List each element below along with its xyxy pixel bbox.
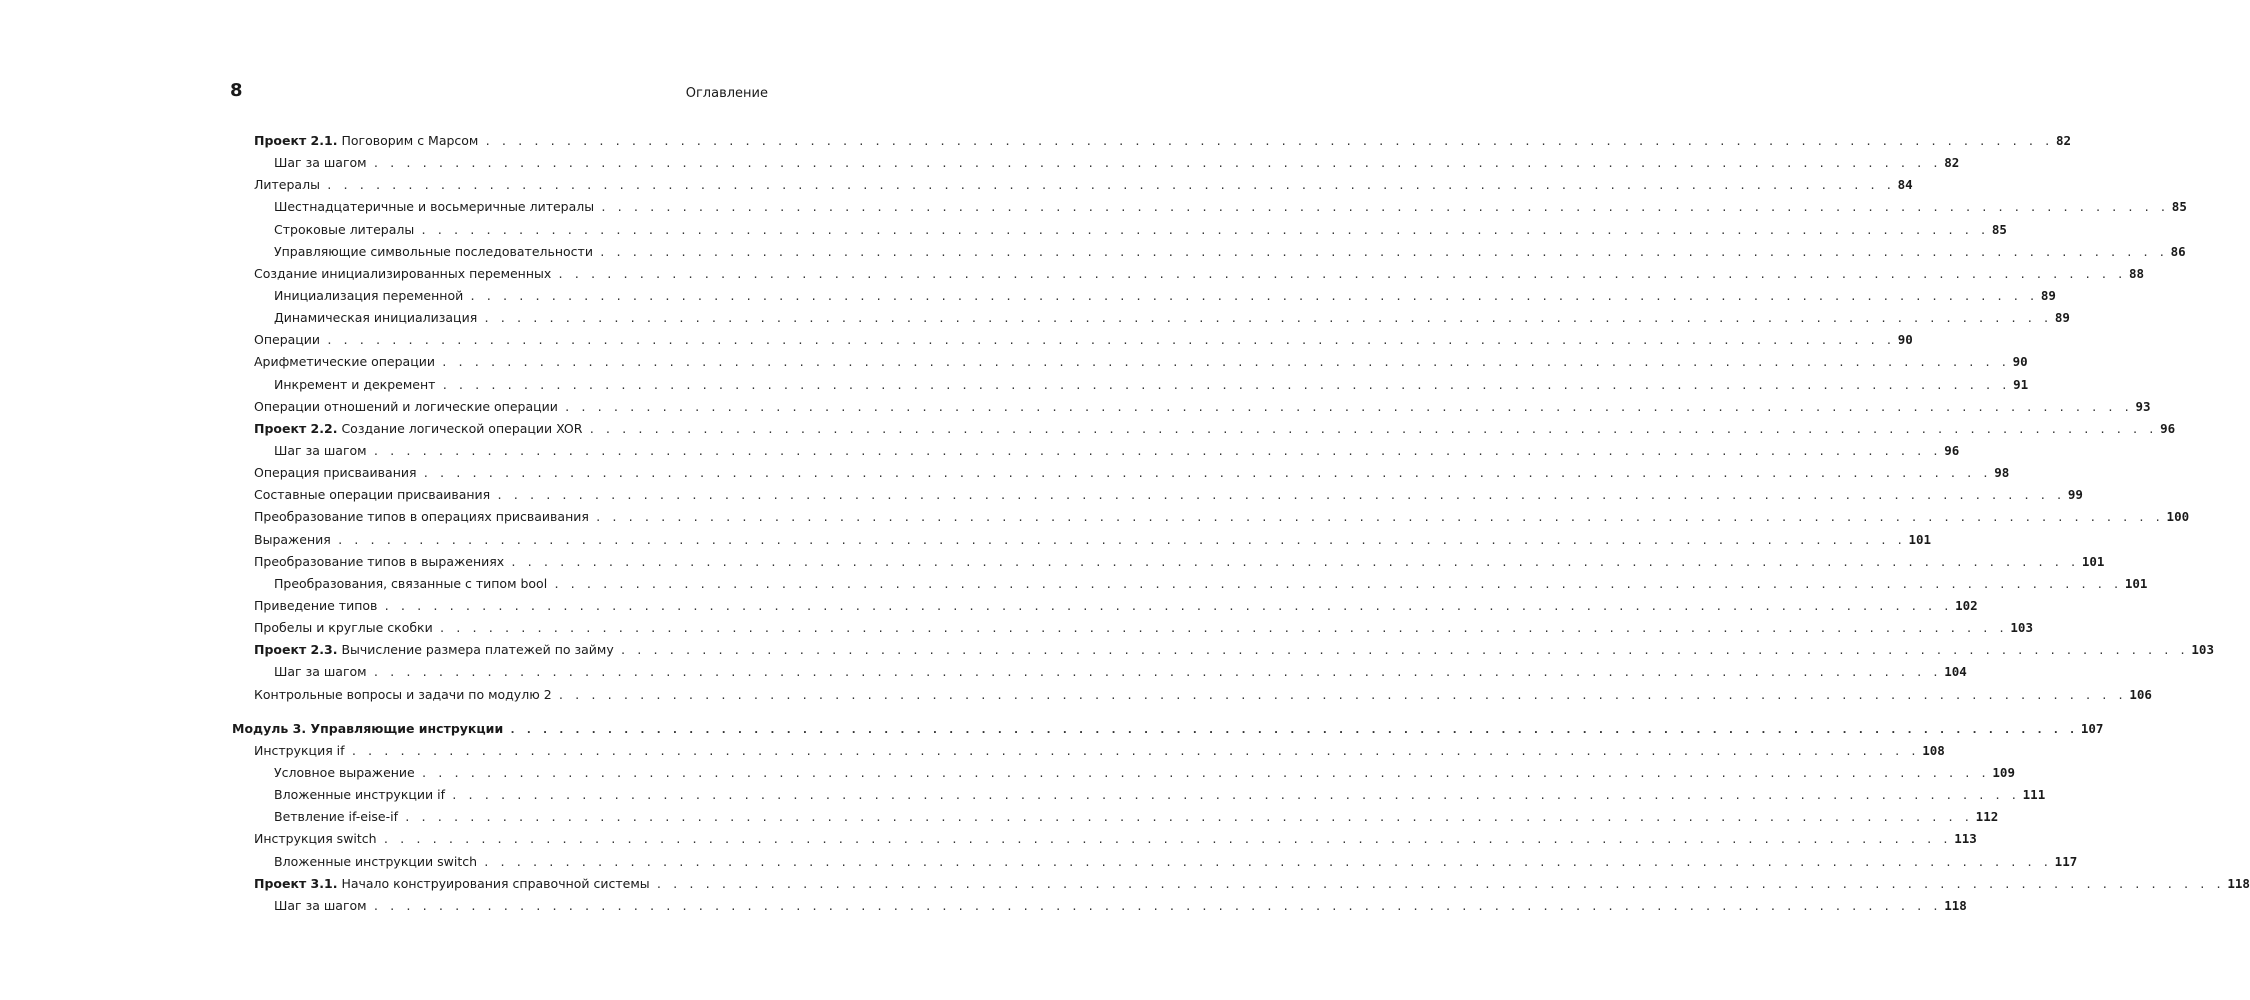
toc-leader-dots bbox=[373, 900, 1941, 913]
toc-entry bbox=[232, 809, 1999, 831]
toc-entry-prefix: Проект 2.1. bbox=[254, 133, 338, 148]
toc-entry-title: Операции bbox=[254, 332, 321, 348]
toc-entry-page: 117 bbox=[2054, 853, 2078, 869]
toc-entry-page: 85 bbox=[1991, 221, 2007, 237]
toc-entry-title: Пробелы и круглые скобки bbox=[254, 620, 433, 636]
toc-entry-page: 104 bbox=[1944, 664, 1967, 680]
toc-entry-prefix: Проект 2.3. bbox=[254, 642, 338, 658]
toc-leader-dots bbox=[483, 856, 2051, 869]
toc-entry bbox=[232, 376, 2029, 399]
toc-entry-page: 85 bbox=[2171, 199, 2187, 215]
toc-leader-dots bbox=[557, 268, 2125, 281]
toc-leader-dots bbox=[421, 767, 1989, 780]
toc-entry-page: 82 bbox=[1944, 155, 1960, 171]
toc-entry bbox=[232, 853, 2078, 876]
toc-entry-page: 111 bbox=[2022, 787, 2046, 803]
toc-entry-page: 100 bbox=[2166, 509, 2190, 525]
toc-entry-title: Создание логической операции XOR bbox=[341, 420, 583, 436]
toc-entry-page: 86 bbox=[2170, 243, 2186, 259]
toc-leader-dots bbox=[404, 811, 1972, 824]
toc-leader-dots bbox=[656, 878, 2224, 891]
toc-leader-dots bbox=[351, 745, 1919, 758]
toc-entry bbox=[232, 742, 1945, 765]
toc-leader-dots bbox=[326, 179, 1894, 192]
toc-entry-page: 109 bbox=[1992, 764, 2015, 780]
toc-entry-page: 82 bbox=[2056, 133, 2072, 148]
toc-entry bbox=[232, 531, 1932, 554]
toc-entry-title: Литералы bbox=[254, 177, 320, 193]
toc-entry-page: 118 bbox=[1944, 897, 1967, 913]
toc-entry-title: Начало конструирования справочной системы bbox=[341, 875, 650, 891]
toc-entry-title: Поговорим с Марсом bbox=[341, 133, 479, 148]
toc-entry-page: 84 bbox=[1897, 177, 1913, 193]
toc-entry-page: 108 bbox=[1922, 742, 1945, 758]
toc-entry-page: 89 bbox=[2054, 310, 2070, 326]
toc-leader-dots bbox=[510, 556, 2078, 569]
toc-entry-page: 89 bbox=[2040, 287, 2056, 303]
toc-leader-dots bbox=[439, 622, 2007, 635]
toc-entry-title: Преобразования, связанные с типом bool bbox=[274, 575, 548, 591]
toc-entry bbox=[232, 465, 2010, 487]
toc-entry-page: 113 bbox=[1954, 831, 1977, 847]
toc-entry-page: 90 bbox=[1897, 332, 1913, 348]
toc-leader-dots bbox=[595, 511, 2163, 524]
toc-entry bbox=[232, 509, 2190, 531]
toc-entry bbox=[232, 265, 2145, 288]
toc-leader-dots bbox=[441, 356, 2009, 369]
toc-leader-dots bbox=[484, 135, 2052, 148]
toc-entry-page: 106 bbox=[2129, 686, 2152, 702]
toc-entry-title: Операции отношений и логические операции bbox=[254, 398, 558, 414]
toc-leader-dots bbox=[373, 445, 1941, 458]
toc-entry-title: Инструкция if bbox=[254, 742, 345, 758]
toc-leader-dots bbox=[509, 723, 2077, 736]
toc-entry bbox=[232, 442, 1960, 465]
toc-leader-dots bbox=[599, 246, 2167, 259]
toc-entry-page: 93 bbox=[2135, 398, 2151, 414]
toc-entry bbox=[232, 553, 2105, 576]
toc-entry bbox=[232, 155, 1960, 177]
toc-leader-dots bbox=[383, 833, 1951, 846]
toc-entry-title: Преобразование типов в операциях присваивания bbox=[254, 509, 589, 525]
toc-leader-dots bbox=[420, 224, 1988, 237]
toc-entry bbox=[232, 487, 2083, 509]
toc-entry-page: 88 bbox=[2128, 265, 2145, 281]
toc-entry-title: Вложенные инструкции if bbox=[274, 787, 445, 803]
toc-entry bbox=[232, 221, 2007, 244]
toc-leader-dots bbox=[441, 379, 2009, 392]
toc-entry-page: 91 bbox=[2013, 376, 2029, 392]
toc-entry bbox=[232, 875, 2250, 898]
toc-entry bbox=[232, 831, 1977, 853]
toc-entry-title: Инструкция switch bbox=[254, 831, 377, 847]
toc-entry bbox=[232, 764, 2015, 787]
toc-leader-dots bbox=[620, 644, 2188, 657]
toc-entry-title: Арифметические операции bbox=[254, 354, 435, 370]
toc-leader-dots bbox=[469, 290, 2037, 303]
toc-entry-page: 112 bbox=[1975, 809, 1999, 825]
toc-entry bbox=[232, 310, 2070, 332]
toc-entry bbox=[232, 287, 2056, 310]
toc-entry-page: 98 bbox=[1994, 465, 2010, 481]
toc-leader-dots bbox=[558, 689, 2126, 702]
toc-leader-dots bbox=[588, 423, 2156, 436]
toc-entry-title: Шаг за шагом bbox=[274, 897, 367, 913]
toc-leader-dots bbox=[337, 534, 1905, 547]
toc-entry-page: 96 bbox=[1944, 442, 1960, 458]
toc-leader-dots bbox=[483, 312, 2051, 325]
toc-entry bbox=[232, 664, 1967, 686]
page-number: 8 bbox=[230, 80, 243, 101]
toc-entry-prefix: Проект 2.2. bbox=[254, 420, 338, 436]
toc-entry-title: Ветвление if-eise-if bbox=[274, 809, 399, 825]
toc-entry bbox=[232, 177, 1913, 199]
toc-entry bbox=[232, 897, 1967, 920]
toc-leader-dots bbox=[553, 578, 2121, 591]
toc-leader-dots bbox=[326, 334, 1894, 347]
toc-entry-title: Шестнадцатеричные и восьмеричные литералы bbox=[274, 199, 595, 215]
toc-entry bbox=[232, 575, 2148, 598]
toc-entry-title: Шаг за шагом bbox=[274, 442, 367, 458]
toc-entry bbox=[232, 620, 2033, 642]
toc-entry-title: Создание инициализированных переменных bbox=[254, 265, 552, 281]
toc-entry-page: 103 bbox=[2010, 620, 2033, 636]
toc-entry-title: Строковые литералы bbox=[274, 221, 415, 237]
toc-leader-dots bbox=[496, 489, 2064, 502]
toc-entry-title: Шаг за шагом bbox=[274, 664, 367, 680]
toc-entry-title: Модуль 3. Управляющие инструкции bbox=[232, 720, 504, 736]
table-of-contents bbox=[232, 133, 2250, 920]
toc-entry bbox=[232, 133, 2072, 155]
toc-entry-page: 103 bbox=[2191, 642, 2214, 658]
toc-leader-dots bbox=[564, 401, 2132, 414]
toc-entry-page: 102 bbox=[1955, 597, 1978, 613]
toc-entry-title: Условное выражение bbox=[274, 764, 415, 780]
toc-entry-title: Динамическая инициализация bbox=[274, 310, 478, 326]
toc-entry-title: Вычисление размера платежей по займу bbox=[341, 642, 614, 658]
toc-entry-page: 101 bbox=[2081, 553, 2105, 569]
toc-entry-prefix: Проект 3.1. bbox=[254, 875, 338, 891]
toc-entry bbox=[232, 354, 2028, 376]
toc-entry-page: 96 bbox=[2160, 420, 2176, 436]
toc-entry-title: Приведение типов bbox=[254, 597, 378, 613]
toc-entry bbox=[232, 686, 2152, 709]
toc-entry-title: Преобразование типов в выражениях bbox=[254, 553, 505, 569]
toc-entry-title: Шаг за шагом bbox=[274, 155, 367, 171]
toc-entry bbox=[232, 642, 2214, 664]
running-head: Оглавление bbox=[685, 86, 768, 101]
toc-leader-dots bbox=[600, 201, 2168, 214]
toc-entry-title: Составные операции присваивания bbox=[254, 487, 491, 503]
toc-leader-dots bbox=[373, 157, 1941, 170]
toc-entry-page: 118 bbox=[2227, 875, 2250, 891]
toc-entry-title: Управляющие символьные последовательности bbox=[274, 243, 593, 259]
toc-entry-page: 101 bbox=[2124, 575, 2148, 591]
toc-entry-title: Операция присваивания bbox=[254, 465, 417, 481]
toc-leader-dots bbox=[383, 600, 1951, 613]
toc-entry-title: Выражения bbox=[254, 531, 331, 547]
toc-leader-dots bbox=[451, 789, 2019, 802]
toc-entry-page: 90 bbox=[2012, 354, 2028, 370]
toc-leader-dots bbox=[423, 467, 1991, 480]
toc-entry-page: 101 bbox=[1908, 531, 1932, 547]
toc-entry-title: Инициализация переменной bbox=[274, 287, 464, 303]
toc-entry bbox=[232, 332, 1913, 354]
toc-entry-page: 99 bbox=[2067, 487, 2083, 503]
toc-entry-title: Инкремент и декремент bbox=[274, 376, 436, 392]
toc-entry bbox=[232, 199, 2187, 221]
toc-entry-title: Вложенные инструкции switch bbox=[274, 853, 478, 869]
toc-module-entry bbox=[232, 720, 2104, 743]
toc-entry bbox=[232, 243, 2186, 266]
toc-entry bbox=[232, 420, 2176, 443]
toc-entry-title: Контрольные вопросы и задачи по модулю 2 bbox=[254, 686, 552, 702]
toc-entry bbox=[232, 398, 2151, 421]
toc-entry-page: 107 bbox=[2080, 720, 2104, 736]
toc-entry bbox=[232, 597, 1978, 620]
toc-entry bbox=[232, 787, 2046, 809]
toc-leader-dots bbox=[373, 666, 1941, 679]
